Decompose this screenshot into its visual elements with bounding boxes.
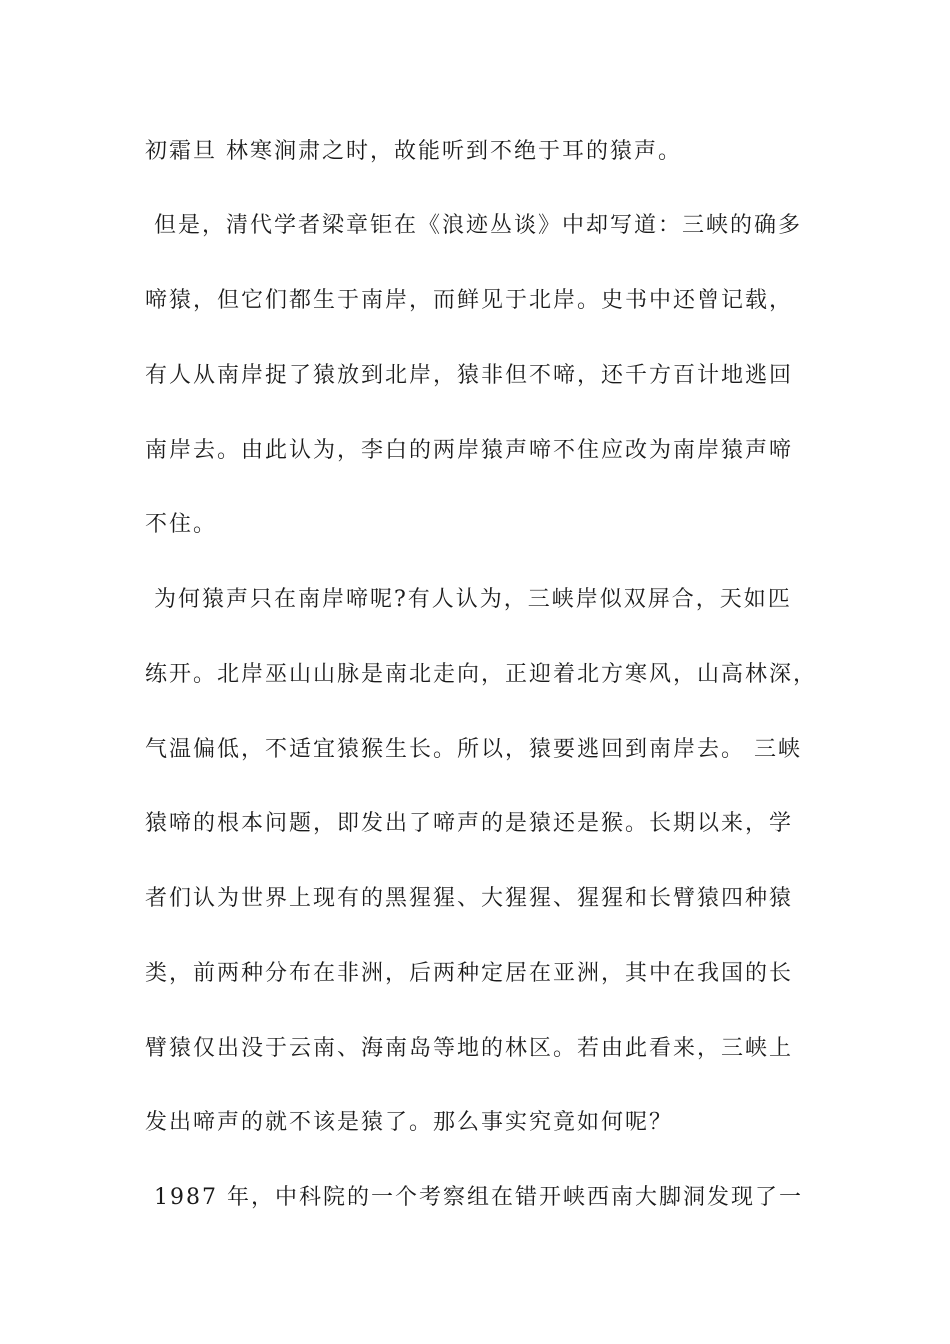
text-line: 为何猿声只在南岸啼呢?有人认为，三峡岸似双屏合，天如匹 — [145, 587, 792, 612]
text-line: 南岸去。由此认为，李白的两岸猿声啼不住应改为南岸猿声啼 — [145, 438, 794, 463]
text-line: 练开。北岸巫山山脉是南北走向，正迎着北方寒风，山高林深， — [145, 662, 818, 687]
text-line: 气温偏低，不适宜猿猴生长。所以，猿要逃回到南岸去。 三峡 — [145, 737, 802, 762]
text-line: 1987 年，中科院的一个考察组在错开峡西南大脚洞发现了一 — [145, 1185, 803, 1210]
text-line: 但是，清代学者梁章钜在《浪迹丛谈》中却写道：三峡的确多 — [145, 213, 802, 238]
text-line: 类，前两种分布在非洲，后两种定居在亚洲，其中在我国的长 — [145, 961, 794, 986]
text-line: 发出啼声的就不该是猿了。那么事实究竟如何呢？ — [145, 1110, 674, 1135]
text-line: 有人从南岸捉了猿放到北岸，猿非但不啼，还千方百计地逃回 — [145, 363, 794, 388]
text-line: 不住。 — [145, 512, 218, 537]
text-line: 者们认为世界上现有的黑猩猩、大猩猩、猩猩和长臂猿四种猿 — [145, 886, 794, 911]
text-line: 猿啼的根本问题，即发出了啼声的是猿还是猴。长期以来，学 — [145, 811, 794, 836]
text-line: 啼猿，但它们都生于南岸，而鲜见于北岸。史书中还曾记载， — [145, 288, 794, 313]
text-line: 臂猿仅出没于云南、海南岛等地的林区。若由此看来，三峡上 — [145, 1036, 794, 1061]
text-line: 初霜旦 林寒涧肃之时，故能听到不绝于耳的猿声。 — [145, 139, 682, 164]
